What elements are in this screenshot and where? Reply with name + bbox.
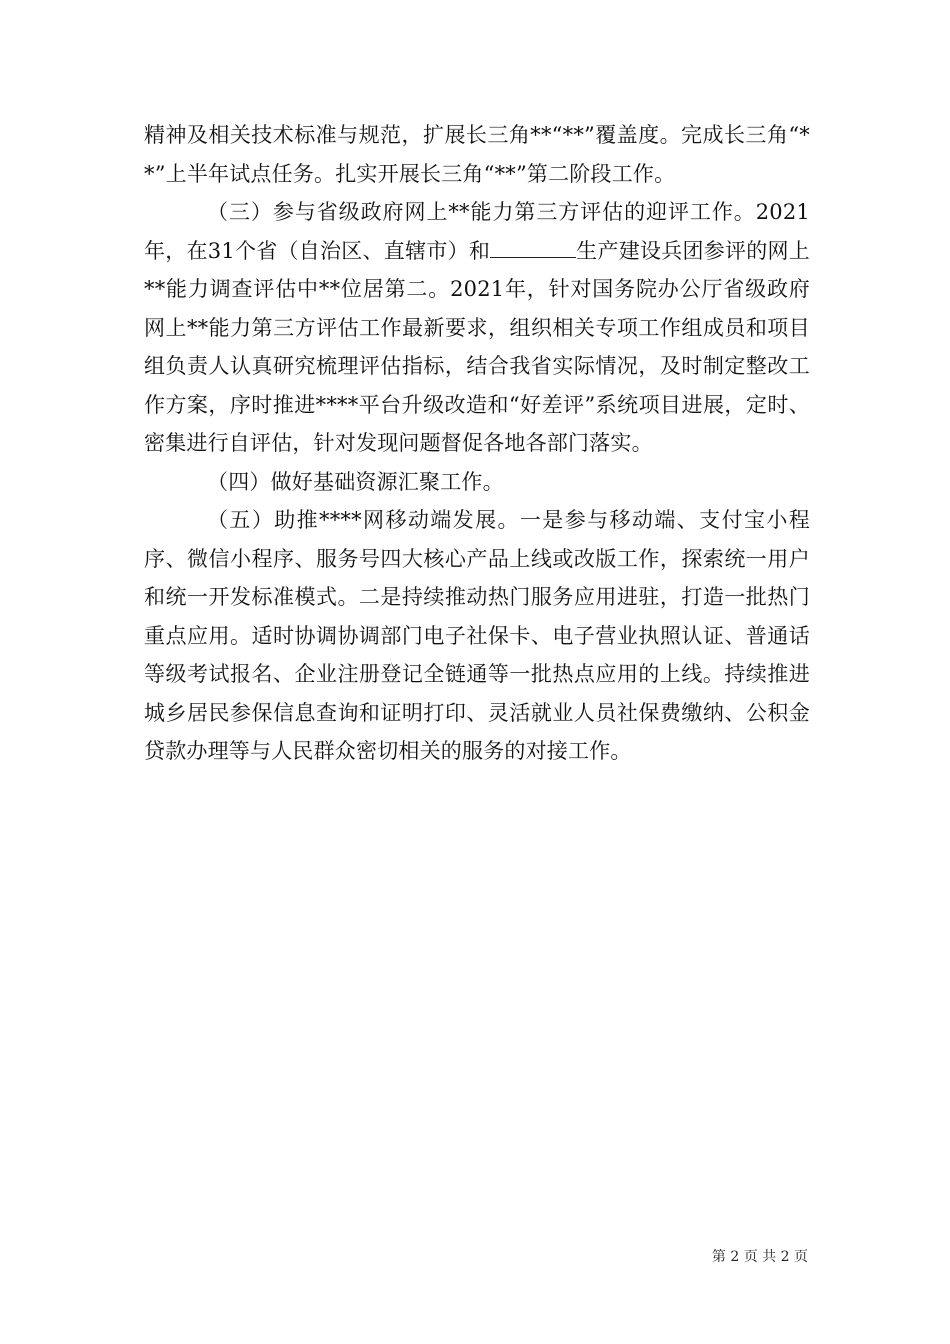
paragraph-continuation: 精神及相关技术标准与规范，扩展长三角**“**”覆盖度。完成长三角“**”上半年试点任务。扎实开展长三角“**”第二阶段工作。 <box>144 123 810 186</box>
paragraph-section-3 <box>144 193 810 463</box>
document-body <box>144 116 810 771</box>
paragraph-section-3-part1: （三）参与省级政府网上**能力第三方评估的迎评工作。2021年，在31个省（自治区、直辖市）和 <box>144 200 810 263</box>
paragraph-section-3-part2: 生产建设兵团参评的网上**能力调查评估中**位居第二。2021年，针对国务院办公厅省级政府网上**能力第三方评估工作最新要求，组织相关专项工作组成员和项目组负责人认真研究梳理评估指标，结合我省实际情况，及时制定整改工作方案，序时推进****平台升级改造和“好差评”系统项目进展，定时、密集进行自评估，针对发现问题督促各地各部门落实。 <box>144 238 811 455</box>
page-number-footer: 第 2 页 共 2 页 <box>711 1249 808 1265</box>
paragraph-section-4: （四）做好基础资源汇聚工作。 <box>207 469 504 494</box>
paragraph-section-5: （五）助推****网移动端发展。一是参与移动端、支付宝小程序、微信小程序、服务号四大核心产品上线或改版工作，探索统一用户和统一开发标准模式。二是持续推动热门服务应用进驻，打造一批热门重点应用。适时协调协调部门电子社保卡、电子营业执照认证、普通话等级考试报名、企业注册登记全链通等一批热点应用的上线。持续推进城乡居民参保信息查询和证明打印、灵活就业人员社保费缴纳、公积金贷款办理等与人民群众密切相关的服务的对接工作。 <box>144 508 810 763</box>
fill-in-blank <box>490 239 576 258</box>
